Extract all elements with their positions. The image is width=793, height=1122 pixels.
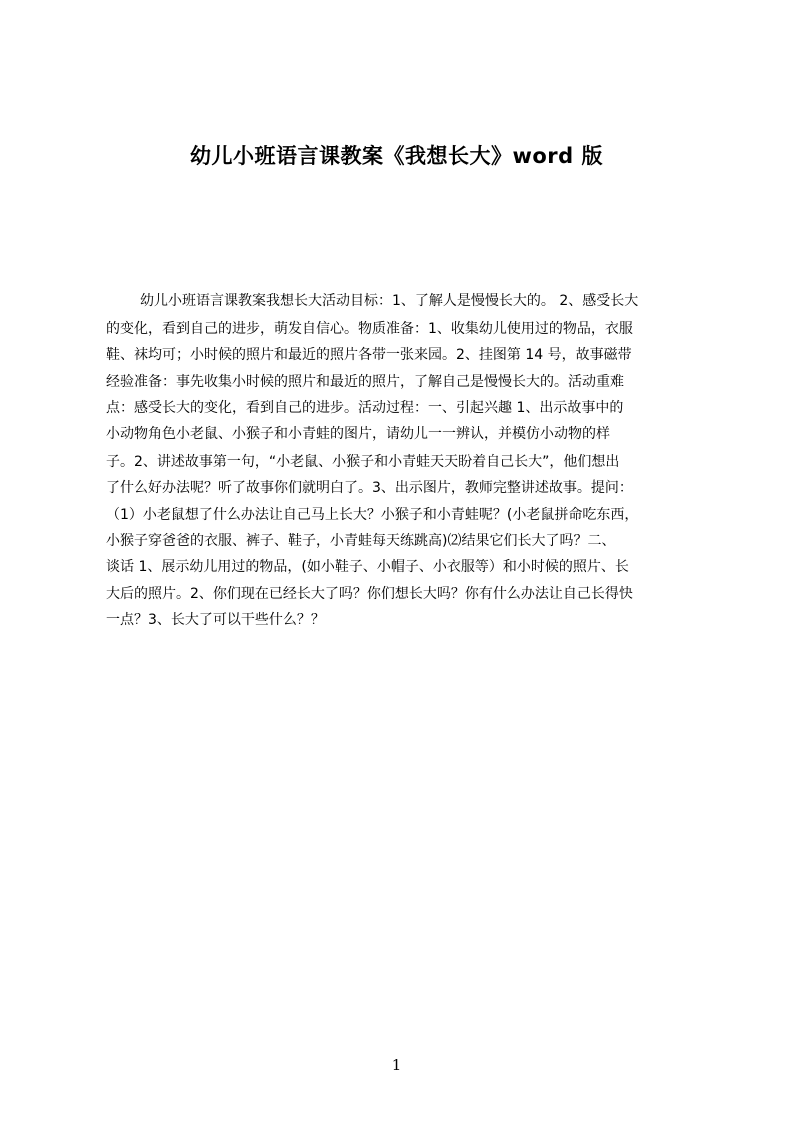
body-line: 鞋、袜均可；小时候的照片和最近的照片各带一张来园。2、挂图第 14 号，故事磁带 xyxy=(106,347,632,363)
body-line: 幼儿小班语言课教案我想长大活动目标：1、了解人是慢慢长大的。 2、感受长大 xyxy=(140,293,639,309)
body-line: 子。2、讲述故事第一句，“小老鼠、小猴子和小青蛙天天盼着自己长大”，他们想出 xyxy=(106,454,620,470)
body-line: 谈话 1、展示幼儿用过的物品，(如小鞋子、小帽子、小衣服等）和小时候的照片、长 xyxy=(106,559,629,575)
document-title: 幼儿小班语言课教案《我想长大》word 版 xyxy=(189,144,604,168)
body-line: （1）小老鼠想了什么办法让自己马上长大？小猴子和小青蛙呢？(小老鼠拼命吃东西， xyxy=(106,507,639,523)
body-line: 点：感受长大的变化，看到自己的进步。活动过程：一、引起兴趣 1、出示故事中的 xyxy=(106,400,624,416)
body-line: 的变化，看到自己的进步，萌发自信心。物质准备：1、收集幼儿使用过的物品，衣服 xyxy=(106,321,633,337)
body-line: 经验准备：事先收集小时候的照片和最近的照片，了解自己是慢慢长大的。活动重难 xyxy=(106,374,624,390)
body-line: 一点？3、长大了可以干些什么？？ xyxy=(106,612,325,628)
body-line: 小动物角色小老鼠、小猴子和小青蛙的图片，请幼儿一一辨认，并模仿小动物的样 xyxy=(106,426,610,442)
page-number: 1 xyxy=(391,1056,402,1074)
body-line: 大后的照片。2、你们现在已经长大了吗？你们想长大吗？你有什么办法让自己长得快 xyxy=(106,586,633,602)
body-line: 了什么好办法呢？听了故事你们就明白了。3、出示图片，教师完整讲述故事。提问： xyxy=(106,480,633,496)
body-line: 小猴子穿爸爸的衣服、裤子、鞋子，小青蛙每天练跳高)⑵结果它们长大了吗？二、 xyxy=(106,533,616,549)
